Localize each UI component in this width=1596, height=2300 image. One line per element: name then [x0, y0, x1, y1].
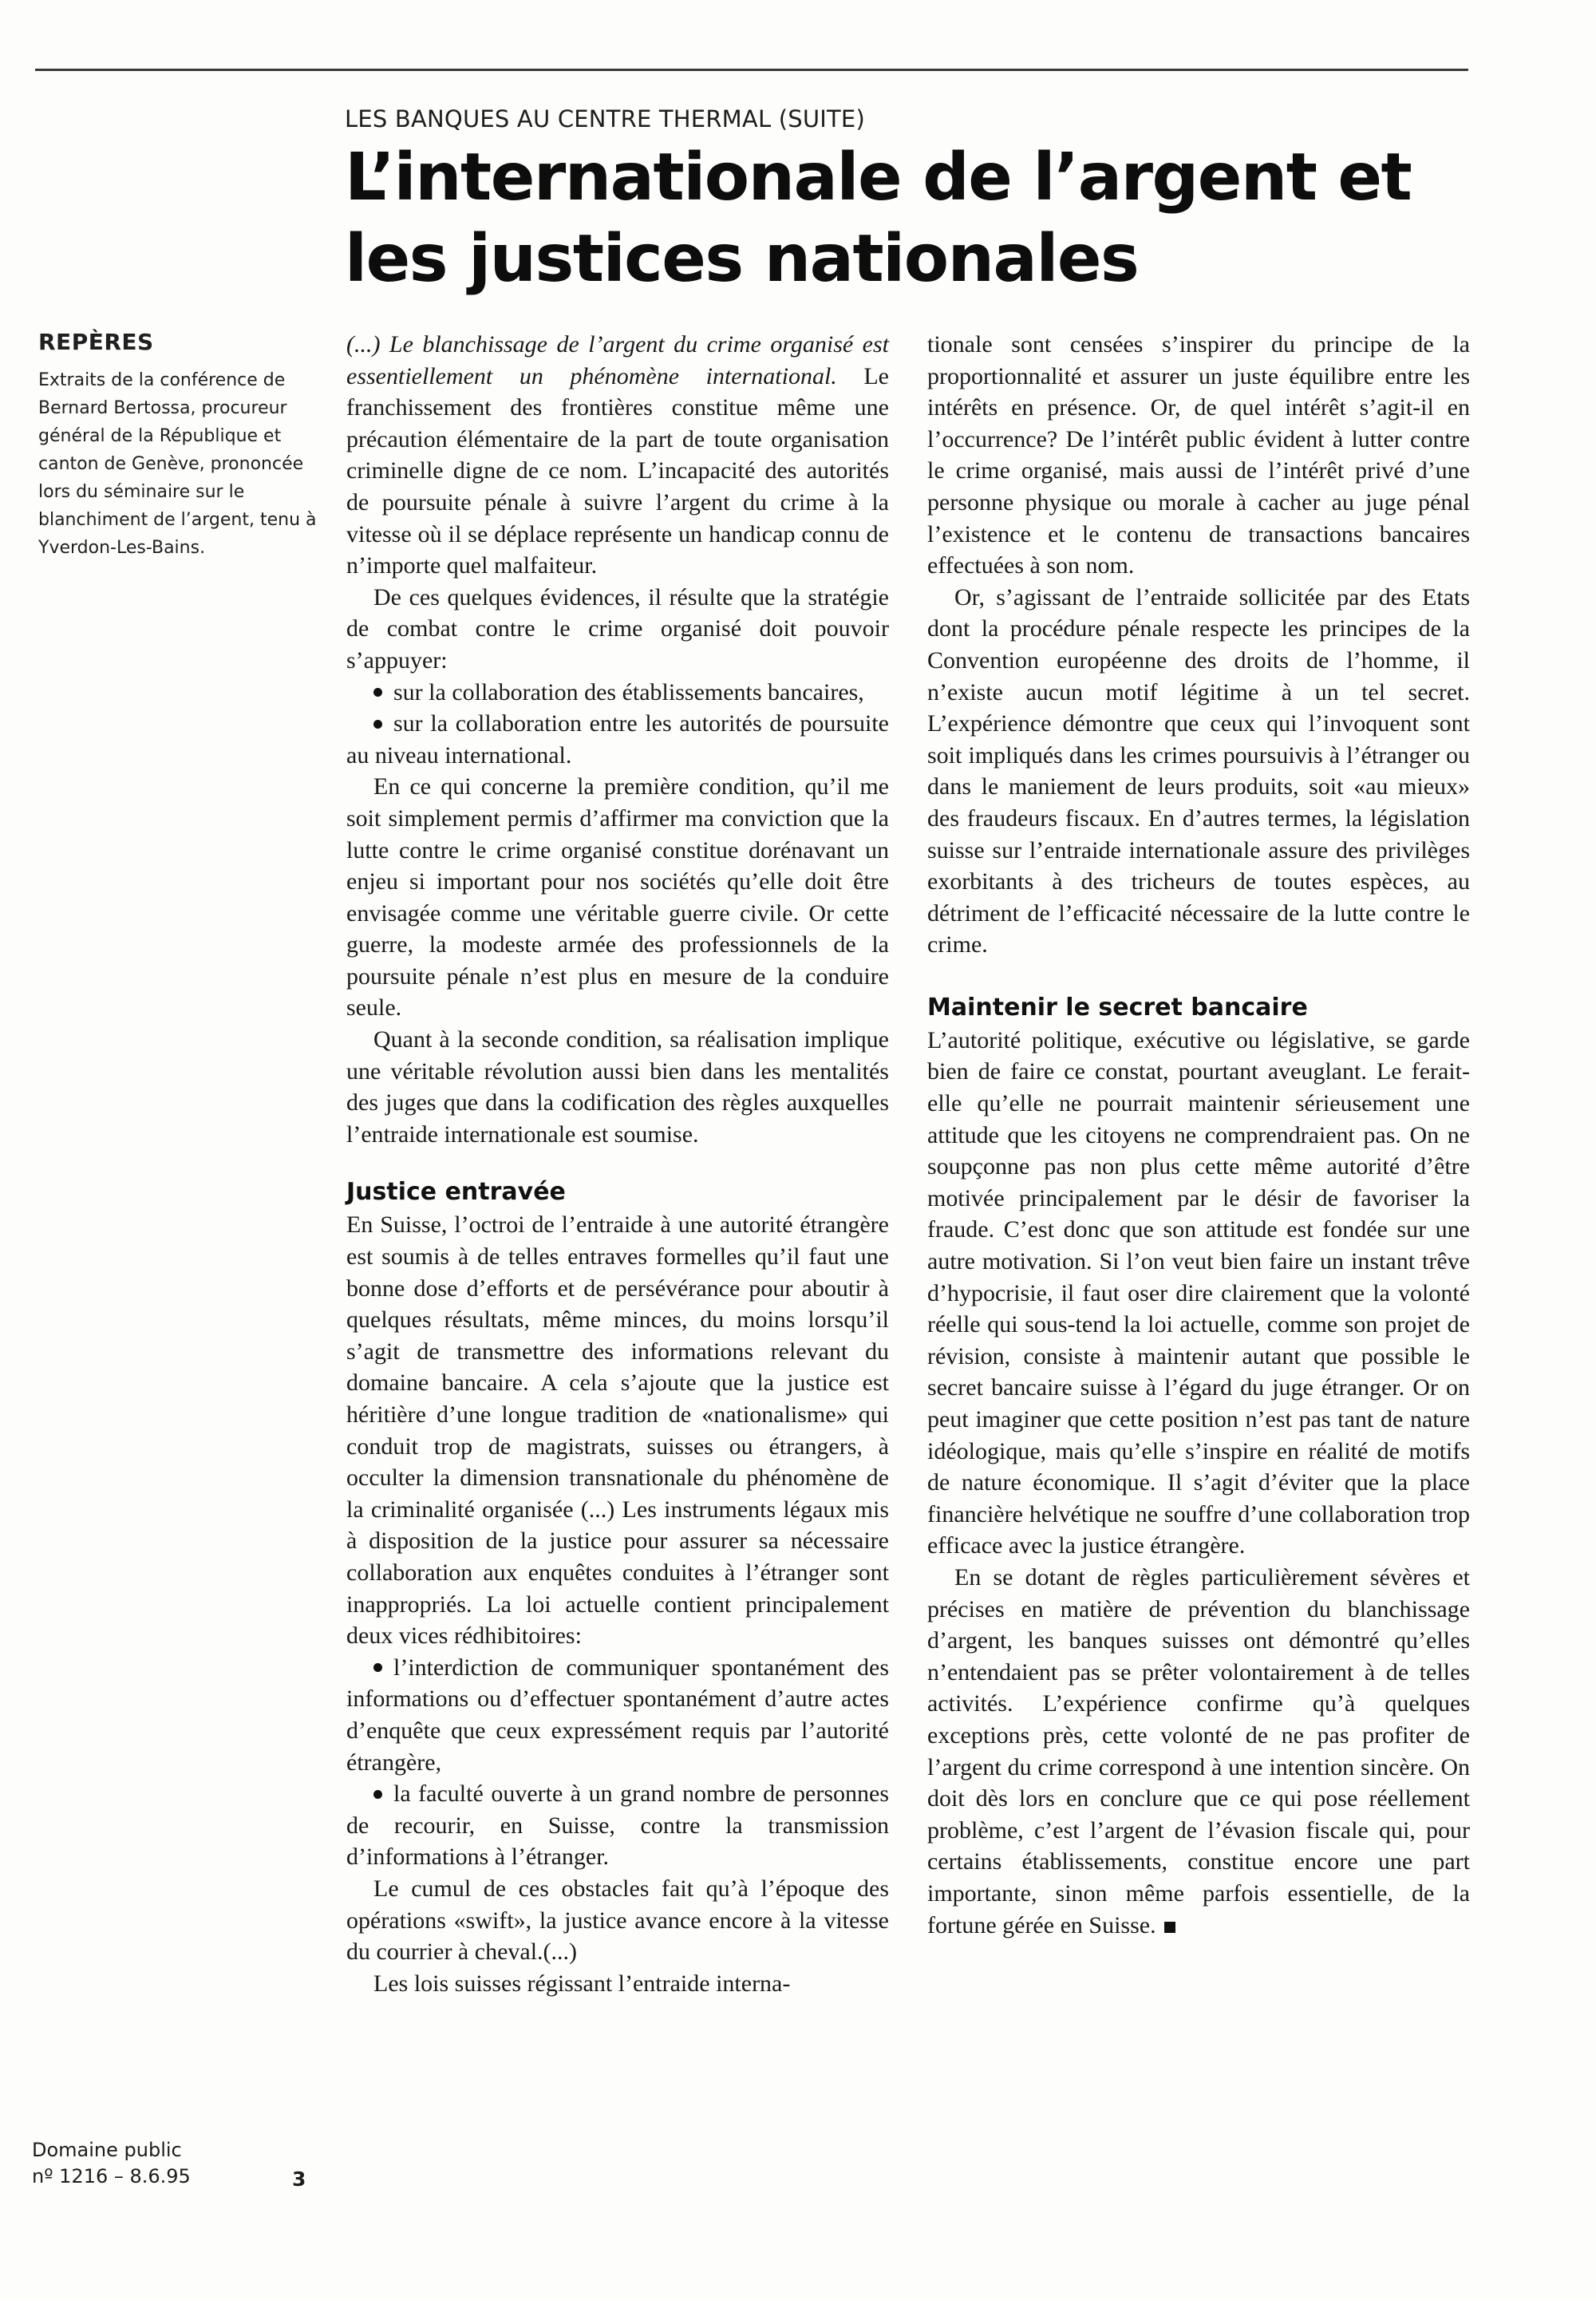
paragraph: Les lois suisses régissant l’entraide interna- — [373, 1970, 791, 1997]
bullet-icon — [373, 1663, 382, 1672]
bullet-text: sur la collaboration des établissements bancaires, — [393, 678, 864, 705]
article-headline: L’internationale de l’argent et les justices nationales — [345, 140, 1412, 297]
sidebar-reperes — [38, 329, 330, 562]
bullet-icon — [373, 720, 382, 729]
bullet-item — [346, 708, 889, 771]
publication-name: Domaine public — [32, 2139, 182, 2161]
sidebar-text: Extraits de la conférence de Bernard Bertossa, procureur général de la République et canton de Genève, prononcée lors du séminaire sur le blanchiment de l’argent, tenu à Yverdon-Les-Bains. — [38, 370, 317, 558]
section-heading: Maintenir le secret bancaire — [927, 993, 1308, 1022]
top-rule — [35, 69, 1468, 71]
bullet-item — [346, 1778, 889, 1873]
paragraph: Le cumul de ces obstacles fait qu’à l’époque des opérations «swift», la justice avance encore à la vitesse du courrier à cheval.(...) — [346, 1875, 889, 1966]
paragraph: tionale sont censées s’inspirer du principe de la proportionnalité et assurer un juste équilibre entre les intérêts en présence. Or, de quel intérêt s’agit-il en l’occurrence? De l’intérêt public évident à lutter contre le crime organisé, mais aussi de l’intérêt privé d’une personne physique ou morale à cacher au juge pénal l’existence et le contenu de transactions bancaires effectuées à son nom. — [927, 331, 1470, 579]
paragraph: En ce qui concerne la première condition, qu’il me soit simplement permis d’affirmer ma conviction que la lutte contre le crime organisé constitue dorénavant un enjeu si important pour nos sociétés qu’elle doit être envisagée comme une véritable guerre civile. Or cette guerre, la modeste armée des professionnels de la poursuite pénale n’est plus en mesure de la conduire seule. — [346, 773, 889, 1022]
sidebar-title: REPÈRES — [38, 329, 154, 355]
paragraph: Quant à la seconde condition, sa réalisation implique une véritable révolution aussi bien dans les mentalités des juges que dans la codification des règles auxquelles l’entraide internationale est soumise. — [346, 1026, 889, 1148]
bullet-icon — [373, 688, 382, 697]
page-number: 3 — [292, 2168, 306, 2191]
end-of-article-icon — [1164, 1922, 1175, 1933]
footer-publication-info — [32, 2137, 191, 2190]
bullet-text: la faculté ouverte à un grand nombre de personnes de recourir, en Suisse, contre la transmission d’informations à l’étranger. — [346, 1780, 889, 1871]
paragraph-text: Le franchissement des frontières constitue même une précaution élémentaire de la part de toute organisation criminelle digne de ce nom. L’incapacité des autorités de poursuite pénale à suivre l’argent du crime à la vitesse où il se déplace représente un handicap connu de n’importe quel malfaiteur. — [346, 362, 889, 579]
section-heading: Justice entravée — [346, 1178, 566, 1207]
lead-italic: (...) Le blanchissage de l’argent du crime organisé est essentiellement un phénomène international. — [346, 331, 889, 389]
article-kicker: LES BANQUES AU CENTRE THERMAL (SUITE) — [345, 105, 865, 132]
bullet-item — [346, 677, 889, 709]
paragraph: L’autorité politique, exécutive ou législative, se garde bien de faire ce constat, pourtant aveuglant. Le ferait-elle qu’elle ne pourrait maintenir sérieusement une attitude que les citoyens ne comprendraient pas. On ne soupçonne pas non plus cette même autorité d’être motivée principalement par le désir de favoriser la fraude. C’est donc que son attitude est fondée sur une autre motivation. Si l’on veut bien faire un instant trêve d’hypocrisie, il faut oser dire clairement que la volonté réelle qui sous-tend la loi actuelle, comme son projet de révision, consiste à maintenir autant que possible le secret bancaire suisse à l’égard du juge étranger. Or on peut imaginer que cette position n’est pas tant de nature idéologique, mais qu’elle s’inspire en réalité de motifs de nature économique. Il s’agit d’éviter que la place financière helvétique ne souffre d’une collaboration trop efficace avec la justice étrangère. — [927, 1026, 1470, 1559]
issue-date: nº 1216 – 8.6.95 — [32, 2165, 191, 2187]
article-column-1 — [346, 329, 889, 1999]
bullet-item — [346, 1652, 889, 1778]
paragraph — [927, 1562, 1470, 1941]
bullet-text: l’interdiction de communiquer spontanément des informations ou d’effectuer spontanément d’autre actes d’enquête que ceux expressément requis par l’autorité étrangère, — [346, 1654, 889, 1776]
paragraph: Or, s’agissant de l’entraide sollicitée par des Etats dont la procédure pénale respecte les principes de la Convention européenne des droits de l’homme, il n’existe aucun motif légitime à un tel secret. L’expérience démontre que ceux qui l’invoquent sont soit impliqués dans les crimes poursuivis à l’étranger ou dans le maniement de leurs produits, soit «au mieux» des fraudeurs fiscaux. En d’autres termes, la législation suisse sur l’entraide internationale assure des privilèges exorbitants à des tricheurs de toutes espèces, au détriment de l’efficacité nécessaire de la lutte contre le crime. — [927, 583, 1470, 958]
bullet-icon — [373, 1790, 382, 1799]
paragraph: En Suisse, l’octroi de l’entraide à une autorité étrangère est soumis à de telles entraves formelles qu’il faut une bonne dose d’efforts et de persévérance pour aboutir à quelques résultats, même minces, du moins lorsqu’il s’agit de transmettre des informations relevant du domaine bancaire. A cela s’ajoute que la justice est héritière d’une longue tradition de «nationalisme» qui conduit trop de magistrats, suisses ou étrangers, à occulter la dimension transnationale du phénomène de la criminalité organisée (...) Les instruments légaux mis à disposition de la justice pour assurer sa nécessaire collaboration aux enquêtes conduites à l’étranger sont inappropriés. La loi actuelle contient principalement deux vices rédhibitoires: — [346, 1211, 889, 1650]
bullet-text: sur la collaboration entre les autorités de poursuite au niveau international. — [346, 710, 889, 769]
paragraph-text: En se dotant de règles particulièrement sévères et précises en matière de prévention du blanchissage d’argent, les banques suisses ont démontré qu’elles n’entendaient pas se prêter volontairement à de telles activités. L’expérience confirme qu’à quelques exceptions près, cette volonté de ne pas profiter de l’argent du crime correspond à une intention sincère. On doit dès lors en conclure que ce qui pose réellement problème, c’est l’argent de l’évasion fiscale qui, pour certains établissements, constitue encore une part importante, sinon même parfois essentielle, de la fortune gérée en Suisse. — [927, 1563, 1470, 1938]
paragraph: De ces quelques évidences, il résulte que la stratégie de combat contre le crime organisé doit pouvoir s’appuyer: — [346, 583, 889, 674]
paragraph — [346, 329, 889, 582]
article-column-2 — [927, 329, 1470, 1941]
